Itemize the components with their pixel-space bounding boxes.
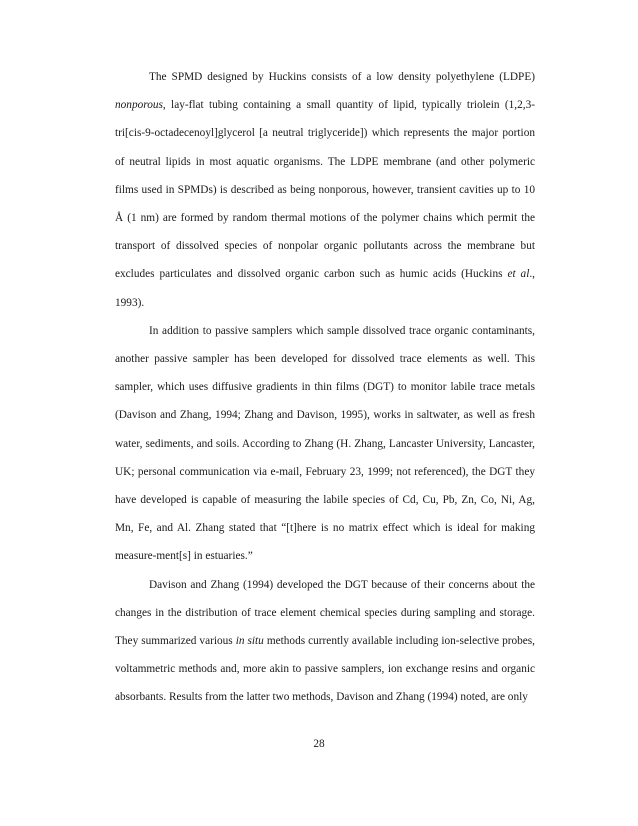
paragraph-spmd-part1: The SPMD designed by Huckins consists of a low density polyethylene (LDPE) bbox=[149, 71, 535, 83]
page-number: 28 bbox=[313, 738, 325, 750]
paragraph-davison-part2: methods currently available including ion-selective probes, voltammetric methods and, more akin to passive samplers, ion exchange resins and organic absorbants. Results from the latter two methods, Davison and Zhang (1994) noted, are only bbox=[115, 635, 536, 704]
paragraph-spmd-part3: ., 1993). bbox=[115, 268, 536, 309]
emphasis-nonporous: nonporous bbox=[115, 99, 163, 112]
paragraph-spmd-part2: , lay-flat tubing containing a small quantity of lipid, typically triolein (1,2,3-tri[cis-9-octadecenoyl]glycerol [a neutral triglyceride]) which represents the major portion of neutral lipids in most aquatic organisms. The LDPE membrane (and other polymeric films used in SPMDs) is described as being nonporous, however, transient cavities up to 10 Å (1 nm) are formed by random thermal motions of the polymer chains which permit the transport of dissolved species of nonpolar organic pollutants across the membrane but excludes particulates and dissolved organic carbon such as humic acids (Huckins bbox=[115, 99, 535, 281]
paragraph-davison-part1: Davison and Zhang (1994) developed the DGT because of their concerns about the changes in the distribution of trace element chemical species during sampling and storage. They summarized various bbox=[115, 578, 535, 648]
emphasis-et-al: et al bbox=[507, 268, 530, 281]
paragraph-davison-zhang bbox=[115, 571, 535, 712]
paragraph-spmd bbox=[115, 63, 535, 317]
paragraph-dgt: In addition to passive samplers which sample dissolved trace organic contaminants, another passive sampler has been developed for dissolved trace elements as well. This sampler, which uses diffusive gradients in thin films (DGT) to monitor labile trace metals (Davison and Zhang, 1994; Zhang and Davison, 1995), works in saltwater, as well as fresh water, sediments, and soils. According to Zhang (H. Zhang, Lancaster University, Lancaster, UK; personal communication via e-mail, February 23, 1999; not referenced), the DGT they have developed is capable of measuring the labile species of Cd, Cu, Pb, Zn, Co, Ni, Ag, Mn, Fe, and Al. Zhang stated that “[t]here is no matrix effect which is ideal for making measure-ment[s] in estuaries.” bbox=[115, 324, 535, 563]
body-text bbox=[115, 63, 535, 712]
emphasis-in-situ: in situ bbox=[235, 635, 264, 648]
